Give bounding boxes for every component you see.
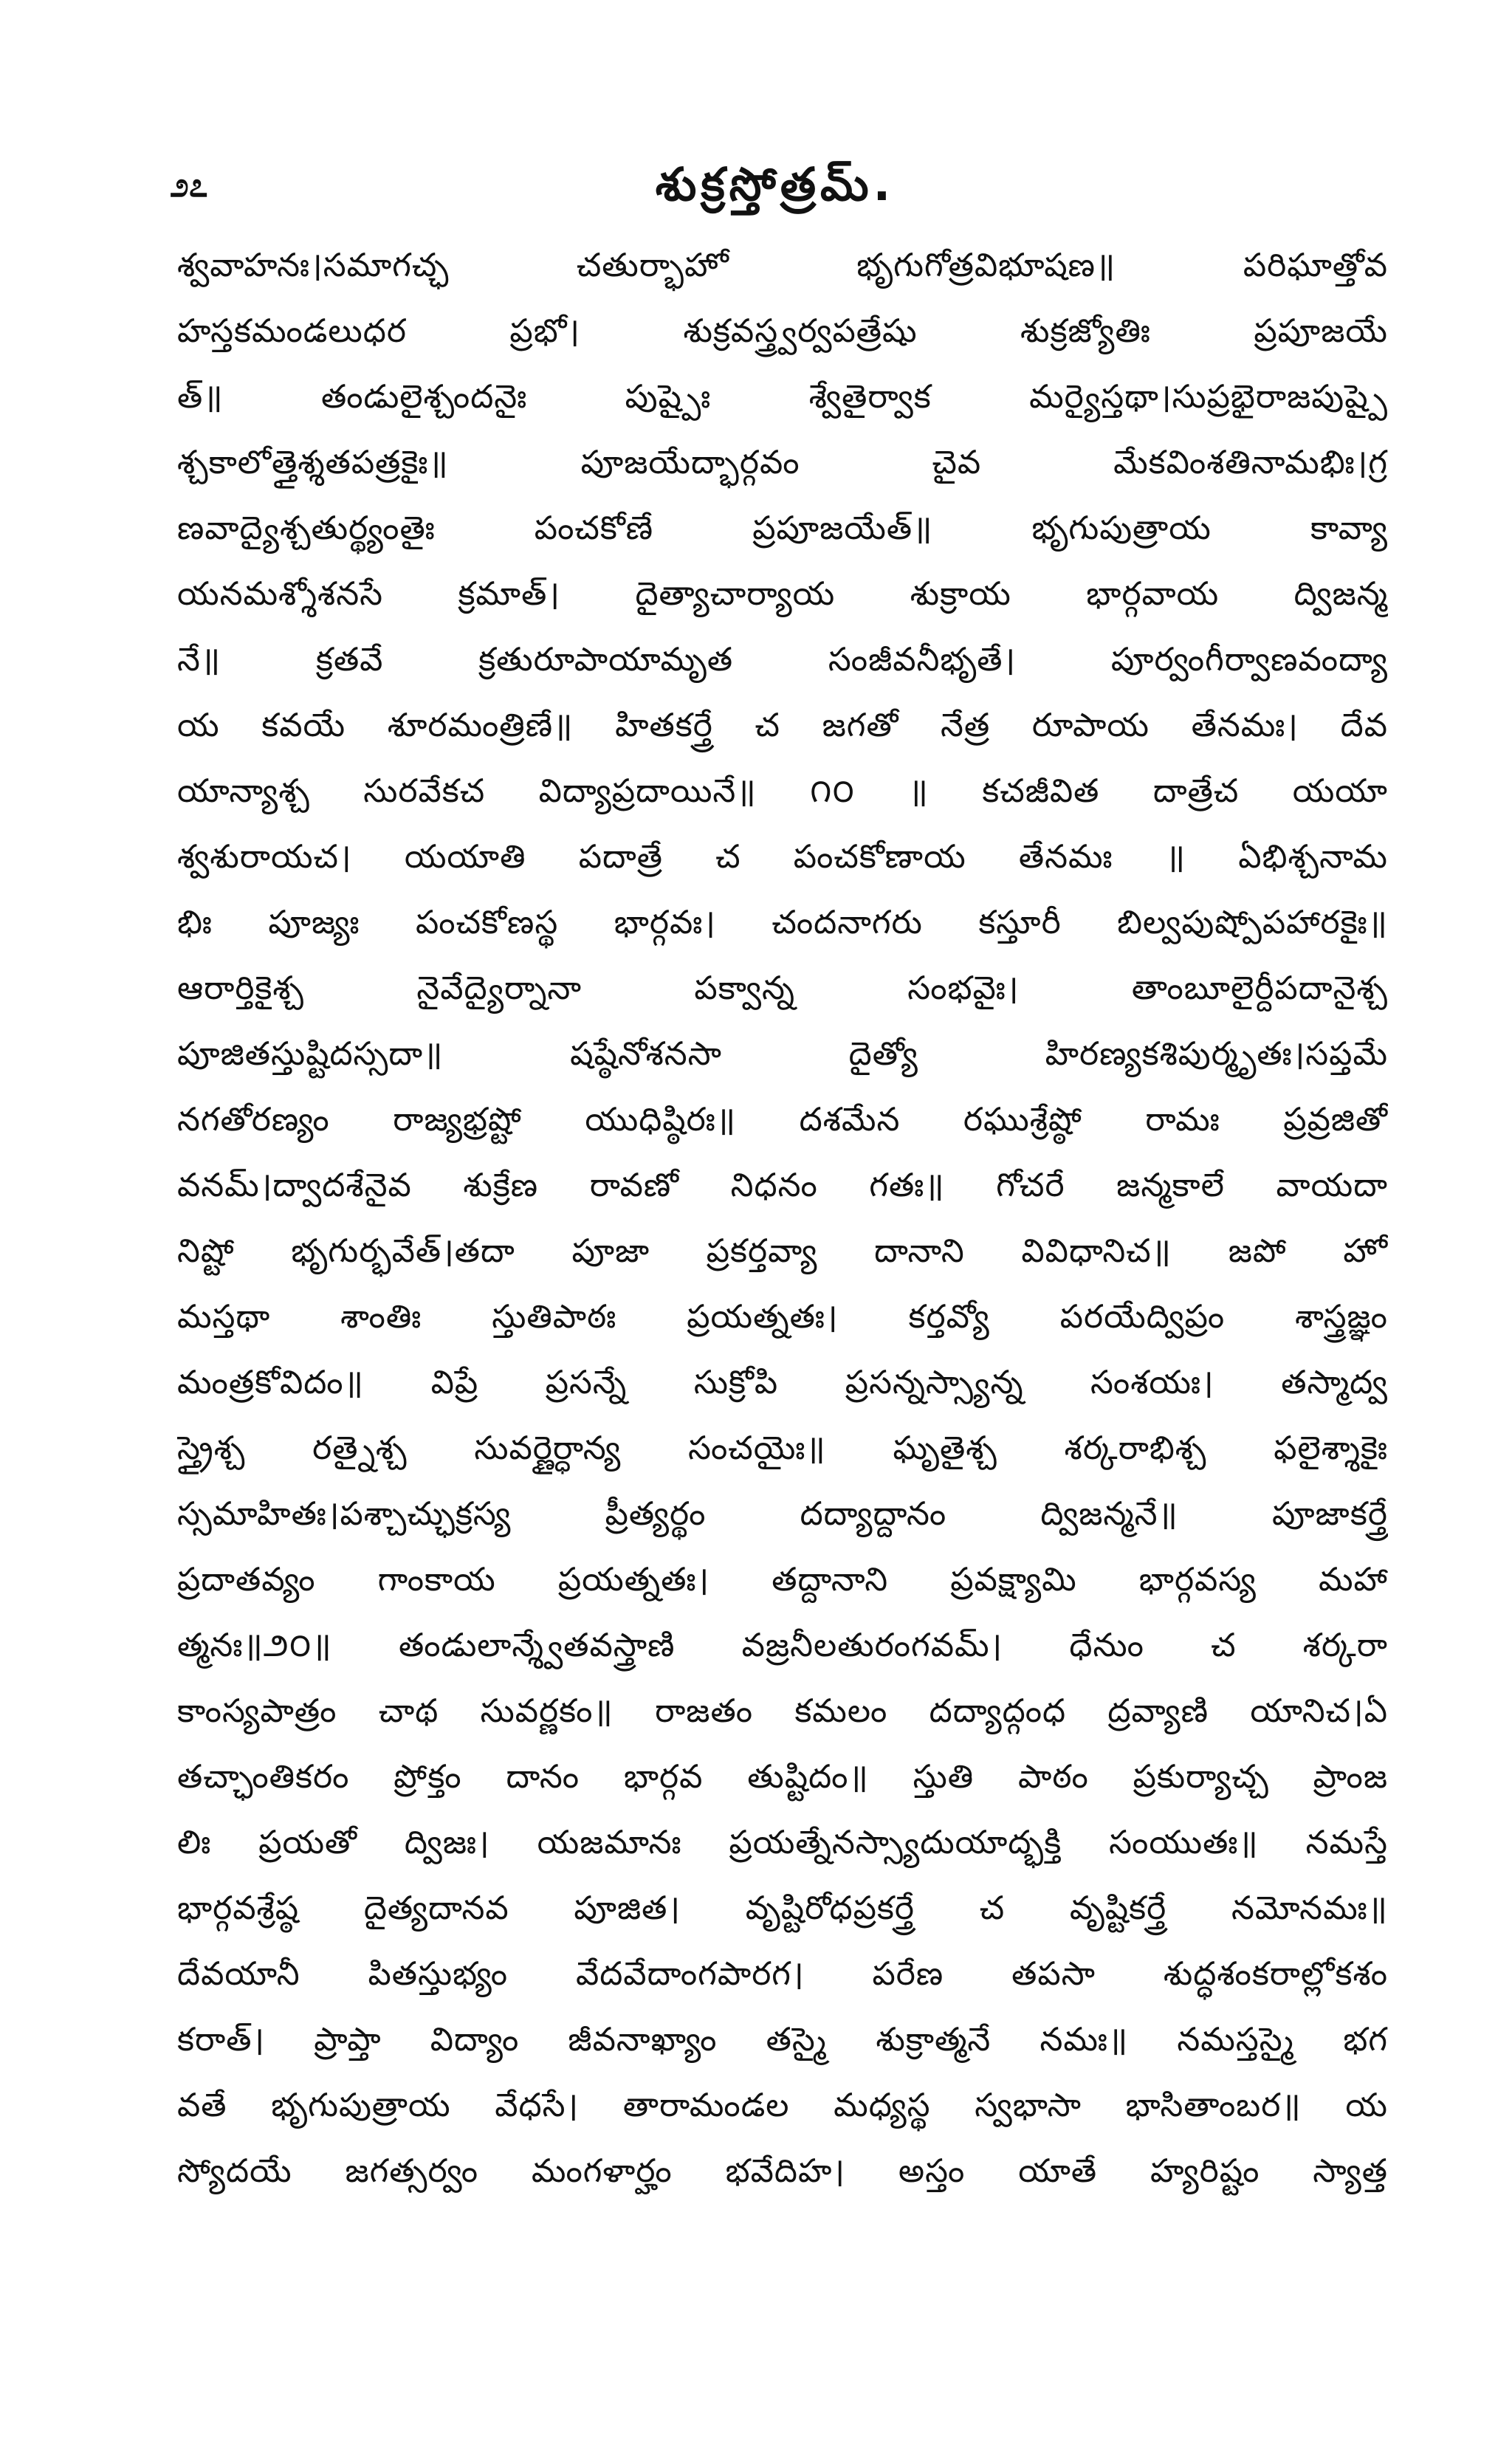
text-line: భిః పూజ్యః పంచకోణస్థ భార్గవః। చందనాగరు కస్తూరీ బిల్వపుష్పోపహారకైః॥ <box>177 904 1388 941</box>
text-line: నగతోరణ్యం రాజ్యభ్రష్టో యుధిష్ఠిరః॥ దశమేన రఘుశ్రేష్ఠో రామః ప్రవ్రజితో <box>177 1101 1388 1139</box>
text-line: య కవయే శూరమంత్రిణే॥ హితకర్త్రే చ జగతో నేత్ర రూపాయ తేనమః। దేవ <box>177 707 1388 744</box>
page-header <box>170 151 1381 218</box>
text-line: త్మనః॥౨౦॥ తండులాన్శ్వేతవస్త్రాణి వజ్రనీలతురంగవమ్। ధేనుం చ శర్కరా <box>177 1627 1388 1664</box>
text-line: శ్చకాలోత్తైశ్శతపత్రకైః॥ పూజయేద్భార్గవం చైవ మేకవింశతినామభిః।గ్ర <box>177 444 1388 481</box>
text-line: యనమశ్శోశనసే క్రమాత్। దైత్యాచార్యాయ శుక్రాయ భార్గవాయ ద్విజన్మ <box>177 575 1388 613</box>
text-line: వతే భృగుపుత్రాయ వేధసే। తారామండల మధ్యస్థ స్వభాసా భాసితాంబర॥ య <box>177 2087 1388 2124</box>
text-line: మంత్రకోవిదం॥ విప్రే ప్రసన్నే సుక్రోపి ప్రసన్నస్స్యాన్న సంశయః। తస్మాద్వ <box>177 1364 1388 1401</box>
text-line: లిః ప్రయతో ద్విజః। యజమానః ప్రయత్నేనస్స్యాదుయాద్భక్తి సంయుతః॥ నమస్తే <box>177 1824 1388 1861</box>
text-line: తచ్ఛాంతికరం ప్రోక్తం దానం భార్గవ తుష్టిదం॥ స్తుతి పాఠం ప్రకుర్యాచ్చ ప్రాంజ <box>177 1758 1388 1796</box>
text-line: ణవాద్యైశ్చతుర్థ్యంతైః పంచకోణే ప్రపూజయేత్॥ భృగుపుత్రాయ కావ్యా <box>177 509 1388 547</box>
text-line: స్యోదయే జగత్సర్వం మంగళార్హం భవేదిహ। అస్తం యాతే హ్యరిష్టం స్యాత్త <box>177 2152 1388 2190</box>
text-line: మస్తథా శాంతిః స్తుతిపాఠః ప్రయత్నతః। కర్తవ్యో పరయేద్విప్రం శాస్త్రజ్ఞం <box>177 1298 1388 1336</box>
page-title: శుక్రస్తోత్రమ్. <box>655 157 896 211</box>
text-line: నిష్టో భృగుర్భవేత్।తదా పూజా ప్రకర్తవ్యా దానాని వివిధానిచ॥ జపో హో <box>177 1232 1388 1270</box>
text-line: స్సమాహితః।పశ్చాచ్ఛుక్రస్య ప్రీత్యర్థం దద్యాద్దానం ద్విజన్మనే॥ పూజాకర్త్రే <box>177 1495 1388 1533</box>
text-line: దేవయానీ పితస్తుభ్యం వేదవేదాంగపారగ। పరేణ తపసా శుద్ధశంకరాల్లోకశం <box>177 1955 1388 1993</box>
text-line: త్॥ తండులైశ్చందనైః పుష్పైః శ్వేతైర్వాక మర్యైస్తథా।సుప్రభైరాజపుష్పై <box>177 378 1388 416</box>
page-number: ೨೭ <box>170 165 208 205</box>
text-line: నే॥ క్రతవే క్రతురూపాయామృత సంజీవనీభృతే। పూర్వంగీర్వాణవంద్యా <box>177 641 1388 679</box>
text-line: వనమ్।ద్వాదశేనైవ శుక్రేణ రావణో నిధనం గతః॥ గోచరే జన్మకాలే వాయదా <box>177 1167 1388 1204</box>
text-line: స్త్రైశ్చ రత్నైశ్చ సువర్ణైర్ధాన్య సంచయైః॥ ఘృతైశ్చ శర్కరాభిశ్చ ఫలైశ్శాకైః <box>177 1429 1388 1467</box>
text-line: ప్రదాతవ్యం గాంకాయ ప్రయత్నతః। తద్దానాని ప్రవక్ష్యామి భార్గవస్య మహా <box>177 1561 1388 1599</box>
text-line: కరాత్। ప్రాప్తా విద్యాం జీవనాఖ్యాం తస్మై శుక్రాత్మనే నమః॥ నమస్తస్మై భగ <box>177 2021 1388 2059</box>
text-line: శ్వశురాయచ। యయాతి పదాత్రే చ పంచకోణాయ తేనమః ॥ ఏభిశ్చనామ <box>177 838 1388 876</box>
text-line: శ్వవాహనః।సమాగచ్ఛ చతుర్భాహో భృగుగోత్రవిభూషణ॥ పరిఘాత్తోవ <box>177 247 1388 284</box>
text-line: ఆరార్తికైశ్చ నైవేద్యైర్నానా పక్వాన్న సంభవైః। తాంబూలైర్దీపదానైశ్చ <box>177 969 1388 1007</box>
text-line: కాంస్యపాత్రం చాథ సువర్ణకం॥ రాజతం కమలం దద్యాద్గంధ ద్రవ్యాణి యానిచ।ఏ <box>177 1692 1388 1730</box>
text-line: భార్గవశ్రేష్ఠ దైత్యదానవ పూజిత। వృష్టిరోధప్రకర్త్రే చ వృష్టికర్త్రే నమోనమః॥ <box>177 1889 1388 1927</box>
stotra-body-text <box>177 233 1388 2315</box>
text-line: హస్తకమండలుధర ప్రభో। శుక్రవస్త్ర్వర్వపత్రేషు శుక్రజ్యోతిః ప్రపూజయే <box>177 312 1388 350</box>
text-line: యాన్యాశ్చ సురవేకచ విద్యాప్రదాయినే॥ ౧౦ ॥ కచజీవిత దాత్రేచ యయా <box>177 772 1388 810</box>
text-line: పూజితస్తుష్టిదస్సదా॥ షష్ఠేనోశనసా దైత్యో హిరణ్యకశిపుర్మృతః।సప్తమే <box>177 1035 1388 1073</box>
